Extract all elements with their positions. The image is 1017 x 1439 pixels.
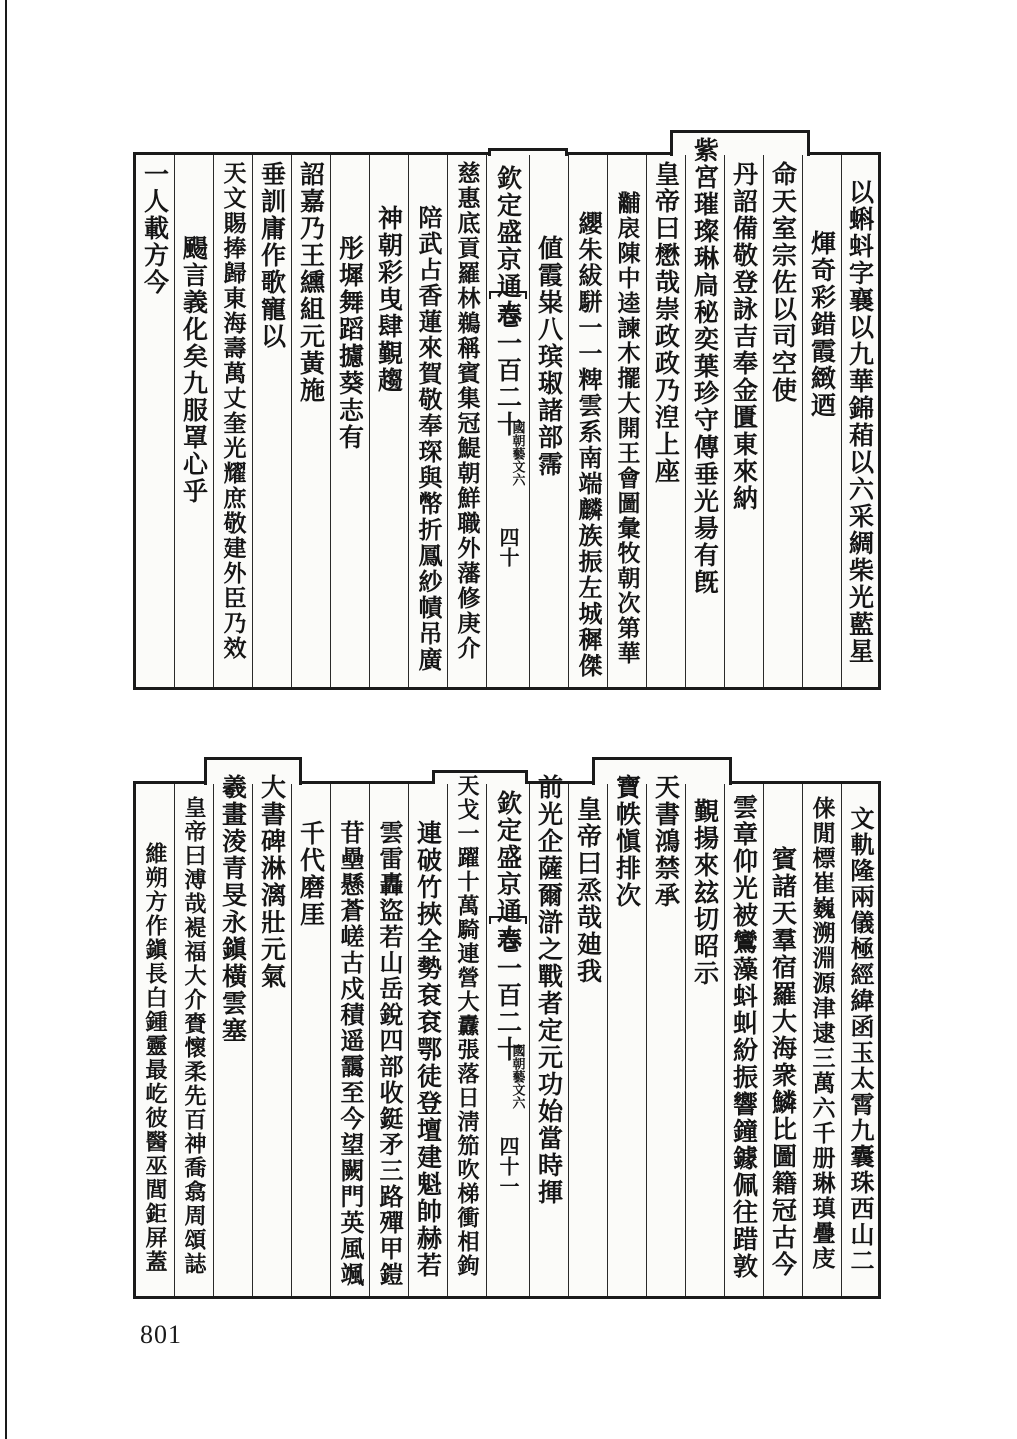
- top-col-19: [136, 155, 174, 687]
- bottom-col-15: [291, 784, 330, 1296]
- top-col-13: [369, 155, 408, 687]
- top-col-8-text: 纓朱紱駢一一粺雲系南端麟族振左城穉傑: [574, 211, 603, 679]
- top-col-16: [252, 155, 291, 687]
- bottom-col-14-text: 苷壘懸蒼嵯古戍積遥靄至今望闕門英風颯: [336, 820, 365, 1288]
- top-col-7: [607, 155, 646, 687]
- bottom-col-17: [213, 774, 252, 1296]
- top-col-17-text: 天文賜捧歸東海壽萬丈奎光耀庶敬建外臣乃效: [219, 161, 247, 661]
- top-columns: [136, 137, 878, 687]
- top-col-9: [529, 155, 568, 687]
- bottom-col-18-text: 皇帝曰溥哉褆福大介賚懷柔先百神喬翕周頌誌: [181, 796, 207, 1276]
- bottom-col-11: [447, 774, 486, 1296]
- top-col-19-text: 一人載方今: [140, 161, 170, 296]
- top-col-15: [291, 155, 330, 687]
- bottom-col-12: [408, 784, 447, 1296]
- bottom-col-15-text: 千代磨厓: [296, 820, 326, 928]
- bottom-col-18: [174, 784, 213, 1296]
- bottom-header-folio: 四十一: [496, 1136, 520, 1196]
- bottom-col-4: [724, 784, 763, 1296]
- bottom-col-1-text: 文軌隆兩儀極經緯函玉太霄九囊珠西山二: [846, 806, 875, 1274]
- top-col-4-text: 丹詔備敬登詠吉奉金匱東來納: [729, 161, 759, 512]
- top-col-6: [646, 155, 685, 687]
- top-col-18-text: 颺言義化矣九服罩心乎: [179, 235, 209, 505]
- top-col-9-text: 値霞粜八瑸琡諸部霈: [534, 235, 564, 478]
- top-col-11-text: 慈惠底貢羅林鵜稱賓集冠鯷朝鮮職外藩修庚介: [453, 161, 481, 661]
- bottom-col-16-text: 大書碑淋漓壯元氣: [257, 774, 287, 990]
- bottom-center-header-column: [486, 784, 529, 1296]
- bottom-col-12-text: 連破竹挾全勢袞袞鄂徒登壇建魁帥赫若: [413, 820, 443, 1279]
- bottom-col-6-text: 天書鴻禁承: [651, 774, 681, 909]
- bottom-header-volume: 卷一百二十: [493, 928, 523, 1063]
- top-col-7-text: 黼扆陳中逵諫木擺大開王會圖彙牧朝次第華: [613, 191, 641, 666]
- top-col-14: [330, 155, 369, 687]
- bottom-col-5: [685, 784, 724, 1296]
- bottom-col-3: [763, 784, 802, 1296]
- bottom-col-19: [136, 784, 174, 1296]
- top-col-3: [763, 155, 802, 687]
- bottom-col-2: [802, 784, 841, 1296]
- top-center-header-column: [486, 155, 529, 687]
- page-left-border: [5, 0, 7, 1439]
- bottom-col-7: [607, 774, 646, 1296]
- top-col-15-text: 詔嘉乃王纁組元黃施: [296, 161, 326, 404]
- top-col-13-text: 神朝彩曳肆覲趨: [374, 205, 404, 394]
- top-header-section: 國朝藝文六: [509, 421, 525, 486]
- top-col-12-text: 陪武占香蓮來賀敬奉琛與幣折鳳紗幘吊廣: [414, 205, 443, 673]
- top-col-1-text: 以蝌蚪字襄以九華錦葙以六采綢柴光藍星: [845, 179, 875, 665]
- bottom-col-16: [252, 774, 291, 1296]
- top-col-12: [408, 155, 447, 687]
- top-header-folio: 四十: [496, 527, 520, 567]
- bottom-header-volume-bracket: [489, 916, 527, 924]
- top-col-8: [568, 155, 607, 687]
- top-col-5-text: 紫宮璀璨琳扃秘奕葉珍守傳垂光昜有旣: [690, 137, 720, 596]
- page-number: 801: [140, 1320, 182, 1349]
- top-col-18: [174, 155, 213, 687]
- bottom-col-6: [646, 774, 685, 1296]
- bottom-columns: [136, 774, 878, 1296]
- bottom-col-13-text: 雲雷轟盜若山岳銳四部收鋌矛三路殫甲鎧: [375, 820, 404, 1288]
- top-col-6-text: 皇帝曰懋哉崇政政乃湼上座: [651, 161, 681, 485]
- bottom-col-4-text: 雲章仰光被鸞藻蚪虯紛振響鐘鐻佩往踖敦: [729, 794, 759, 1280]
- top-header-title: 欽定盛京通志: [493, 165, 523, 327]
- bottom-col-9: [529, 774, 568, 1296]
- top-col-1: [841, 155, 878, 687]
- bottom-col-17-text: 羲畫淩青旻永鎭橫雲塞: [218, 774, 248, 1044]
- top-col-17: [213, 155, 252, 687]
- bottom-col-14: [330, 784, 369, 1296]
- bottom-col-13: [369, 784, 408, 1296]
- top-col-3-text: 命天室宗佐以司空使: [768, 161, 798, 404]
- bottom-col-3-text: 賓諸天羣宿羅大海衆鱗比圖籍冠古今: [768, 846, 798, 1278]
- bottom-col-9-text: 前光企薩爾滸之戰者定元功始當時揮: [534, 774, 564, 1206]
- bottom-header-title: 欽定盛京通志: [493, 790, 523, 952]
- bottom-col-8-text: 皇帝曰烝哉廸我: [573, 796, 603, 985]
- top-col-14-text: 彤墀舞蹈攄葵志有: [335, 235, 365, 451]
- top-col-11: [447, 155, 486, 687]
- top-col-16-text: 垂訓庸作歌寵以: [257, 161, 287, 350]
- bottom-col-19-text: 維朔方作鎭長白鍾靈最屹彼醫巫閭鉅屏蓋: [142, 842, 168, 1274]
- bottom-col-7-text: 寶帙愼排次: [612, 774, 642, 909]
- top-col-5: [685, 137, 724, 687]
- top-header-volume: 卷一百二十: [493, 303, 523, 438]
- bottom-col-5-text: 覲揚來玆切昭示: [690, 798, 720, 987]
- bottom-col-8: [568, 784, 607, 1296]
- top-col-2: [802, 155, 841, 687]
- top-col-2-text: 煇奇彩錯霞緻迺: [807, 230, 837, 419]
- bottom-col-1: [841, 784, 878, 1296]
- bottom-col-11-text: 天戈一躍十萬騎連營大纛張落日淸笳吹梯衝相鉤: [454, 774, 480, 1278]
- bottom-col-2-text: 俫閒標崔巍溯淵源津逮三萬六千册琳瑱疊庋: [808, 796, 836, 1271]
- top-col-4: [724, 155, 763, 687]
- top-header-volume-bracket: [489, 291, 527, 299]
- bottom-header-section: 國朝藝文六: [509, 1044, 525, 1109]
